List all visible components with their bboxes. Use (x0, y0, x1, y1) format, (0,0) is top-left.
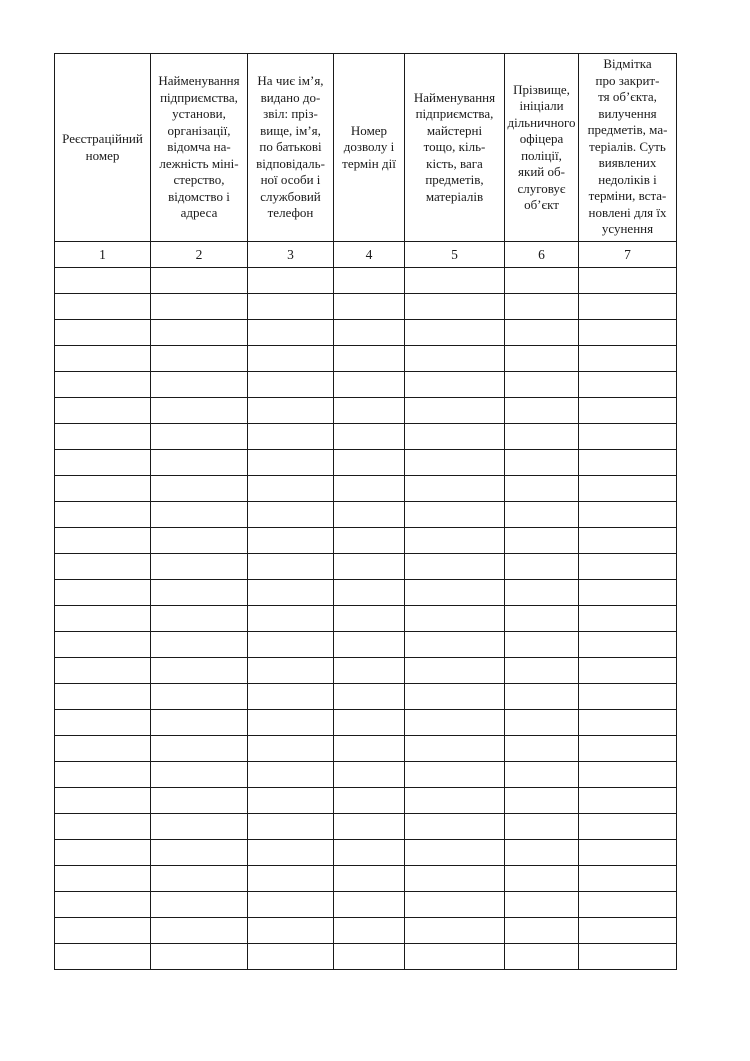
table-cell[interactable] (334, 346, 405, 372)
table-cell[interactable] (405, 346, 505, 372)
table-cell[interactable] (579, 762, 677, 788)
table-cell[interactable] (151, 580, 248, 606)
table-row (55, 268, 677, 294)
table-cell[interactable] (334, 944, 405, 970)
table-cell[interactable] (248, 736, 334, 762)
table-cell[interactable] (248, 502, 334, 528)
header-row (55, 54, 677, 242)
table-cell[interactable] (55, 736, 151, 762)
table-cell[interactable] (334, 658, 405, 684)
table-row (55, 866, 677, 892)
column-number: 3 (248, 242, 334, 268)
table-cell[interactable] (334, 866, 405, 892)
table-cell[interactable] (579, 372, 677, 398)
table-cell[interactable] (334, 476, 405, 502)
table-cell[interactable] (151, 918, 248, 944)
table-cell[interactable] (405, 502, 505, 528)
column-header-registration-number: Реєстраційний номер (55, 54, 151, 242)
table-cell[interactable] (505, 658, 579, 684)
table-cell[interactable] (505, 632, 579, 658)
table-cell[interactable] (248, 398, 334, 424)
table-cell[interactable] (405, 424, 505, 450)
table-cell[interactable] (505, 814, 579, 840)
register-table (54, 53, 677, 970)
table-cell[interactable] (55, 268, 151, 294)
table-row (55, 476, 677, 502)
table-cell[interactable] (579, 398, 677, 424)
table-cell[interactable] (248, 814, 334, 840)
table-cell[interactable] (248, 268, 334, 294)
table-row (55, 450, 677, 476)
table-cell[interactable] (248, 658, 334, 684)
table-row (55, 528, 677, 554)
table-cell[interactable] (405, 268, 505, 294)
table-cell[interactable] (505, 320, 579, 346)
table-cell[interactable] (334, 736, 405, 762)
table-cell[interactable] (405, 684, 505, 710)
table-row (55, 554, 677, 580)
table-cell[interactable] (405, 762, 505, 788)
table-cell[interactable] (334, 294, 405, 320)
table-row (55, 710, 677, 736)
table-row (55, 632, 677, 658)
table-cell[interactable] (579, 840, 677, 866)
table-cell[interactable] (505, 528, 579, 554)
table-cell[interactable] (334, 840, 405, 866)
table-cell[interactable] (248, 424, 334, 450)
table-cell[interactable] (55, 424, 151, 450)
table-cell[interactable] (55, 606, 151, 632)
table-cell[interactable] (151, 944, 248, 970)
table-cell[interactable] (151, 606, 248, 632)
column-header-permit-holder: На чиє ім’я, видано до- звіл: пріз- вище, ім’я, по батькові відповідаль- ної особи і службовий телефон (248, 54, 334, 242)
table-cell[interactable] (579, 554, 677, 580)
table-cell[interactable] (248, 684, 334, 710)
table-cell[interactable] (505, 684, 579, 710)
table-cell[interactable] (248, 554, 334, 580)
table-cell[interactable] (334, 424, 405, 450)
table-cell[interactable] (334, 268, 405, 294)
table-cell[interactable] (151, 424, 248, 450)
table-cell[interactable] (334, 892, 405, 918)
column-number: 7 (579, 242, 677, 268)
table-cell[interactable] (579, 944, 677, 970)
table-cell[interactable] (505, 450, 579, 476)
table-cell[interactable] (334, 580, 405, 606)
table-cell[interactable] (405, 918, 505, 944)
table-cell[interactable] (505, 736, 579, 762)
table-cell[interactable] (151, 710, 248, 736)
table-cell[interactable] (405, 580, 505, 606)
table-cell[interactable] (55, 658, 151, 684)
table-row (55, 320, 677, 346)
table-cell[interactable] (505, 372, 579, 398)
table-cell[interactable] (579, 346, 677, 372)
table-cell[interactable] (505, 476, 579, 502)
column-header-enterprise-name: Найменування підприємства, установи, організації, відомча на- лежність міні- стерство, відомство і адреса (151, 54, 248, 242)
table-cell[interactable] (405, 736, 505, 762)
table-cell[interactable] (334, 710, 405, 736)
table-cell[interactable] (405, 866, 505, 892)
table-cell[interactable] (55, 528, 151, 554)
table-cell[interactable] (151, 814, 248, 840)
table-cell[interactable] (405, 944, 505, 970)
table-cell[interactable] (55, 892, 151, 918)
table-cell[interactable] (151, 736, 248, 762)
table-cell[interactable] (579, 424, 677, 450)
table-cell[interactable] (579, 684, 677, 710)
table-row (55, 346, 677, 372)
table-cell[interactable] (151, 866, 248, 892)
table-cell[interactable] (151, 398, 248, 424)
table-cell[interactable] (151, 294, 248, 320)
table-cell[interactable] (505, 944, 579, 970)
table-cell[interactable] (579, 320, 677, 346)
table-cell[interactable] (151, 762, 248, 788)
table-cell[interactable] (334, 372, 405, 398)
table-cell[interactable] (248, 762, 334, 788)
table-cell[interactable] (505, 918, 579, 944)
table-cell[interactable] (334, 918, 405, 944)
table-cell[interactable] (55, 866, 151, 892)
table-cell[interactable] (405, 476, 505, 502)
table-cell[interactable] (505, 502, 579, 528)
table-cell[interactable] (405, 840, 505, 866)
table-cell[interactable] (579, 892, 677, 918)
table-cell[interactable] (405, 450, 505, 476)
table-row (55, 944, 677, 970)
table-cell[interactable] (334, 450, 405, 476)
table-cell[interactable] (55, 320, 151, 346)
table-cell[interactable] (55, 450, 151, 476)
table-cell[interactable] (248, 944, 334, 970)
table-cell[interactable] (505, 866, 579, 892)
table-cell[interactable] (405, 398, 505, 424)
table-cell[interactable] (55, 476, 151, 502)
table-cell[interactable] (55, 398, 151, 424)
column-number: 6 (505, 242, 579, 268)
table-row (55, 814, 677, 840)
table-cell[interactable] (505, 762, 579, 788)
table-cell[interactable] (405, 710, 505, 736)
table-row (55, 606, 677, 632)
table-cell[interactable] (151, 502, 248, 528)
table-row (55, 580, 677, 606)
table-cell[interactable] (151, 346, 248, 372)
table-cell[interactable] (55, 294, 151, 320)
table-cell[interactable] (55, 710, 151, 736)
table-cell[interactable] (248, 528, 334, 554)
table-cell[interactable] (405, 658, 505, 684)
table-cell[interactable] (248, 372, 334, 398)
table-cell[interactable] (579, 814, 677, 840)
table-row (55, 658, 677, 684)
table-cell[interactable] (55, 632, 151, 658)
table-cell[interactable] (579, 580, 677, 606)
table-cell[interactable] (405, 294, 505, 320)
table-cell[interactable] (579, 528, 677, 554)
table-cell[interactable] (579, 918, 677, 944)
table-cell[interactable] (579, 450, 677, 476)
table-cell[interactable] (334, 684, 405, 710)
table-cell[interactable] (151, 268, 248, 294)
column-number: 2 (151, 242, 248, 268)
table-cell[interactable] (505, 580, 579, 606)
table-cell[interactable] (248, 710, 334, 736)
table-cell[interactable] (334, 606, 405, 632)
table-cell[interactable] (55, 346, 151, 372)
table-cell[interactable] (505, 398, 579, 424)
table-cell[interactable] (55, 918, 151, 944)
table-cell[interactable] (151, 788, 248, 814)
table-cell[interactable] (248, 580, 334, 606)
table-cell[interactable] (248, 892, 334, 918)
table-cell[interactable] (151, 840, 248, 866)
table-cell[interactable] (505, 424, 579, 450)
table-cell[interactable] (55, 788, 151, 814)
table-cell[interactable] (405, 632, 505, 658)
table-cell[interactable] (579, 476, 677, 502)
table-cell[interactable] (579, 606, 677, 632)
table-row (55, 684, 677, 710)
table-cell[interactable] (55, 762, 151, 788)
table-cell[interactable] (334, 762, 405, 788)
column-number-row (55, 242, 677, 268)
table-cell[interactable] (151, 528, 248, 554)
table-row (55, 502, 677, 528)
table-cell[interactable] (55, 684, 151, 710)
table-cell[interactable] (55, 580, 151, 606)
table-cell[interactable] (248, 346, 334, 372)
table-row (55, 294, 677, 320)
table-cell[interactable] (579, 268, 677, 294)
table-cell[interactable] (334, 554, 405, 580)
table-cell[interactable] (505, 710, 579, 736)
table-cell[interactable] (405, 788, 505, 814)
table-row (55, 424, 677, 450)
table-cell[interactable] (405, 320, 505, 346)
table-cell[interactable] (579, 294, 677, 320)
table-cell[interactable] (248, 294, 334, 320)
table-cell[interactable] (405, 528, 505, 554)
table-cell[interactable] (579, 658, 677, 684)
table-cell[interactable] (248, 476, 334, 502)
table-cell[interactable] (55, 944, 151, 970)
table-cell[interactable] (334, 502, 405, 528)
column-header-workshop-items: Найменування підприємства, майстерні тощо, кіль- кість, вага предметів, матеріалів (405, 54, 505, 242)
table-cell[interactable] (248, 632, 334, 658)
table-cell[interactable] (579, 632, 677, 658)
table-cell[interactable] (405, 606, 505, 632)
column-header-permit-number: Номер дозволу і термін дії (334, 54, 405, 242)
table-cell[interactable] (405, 554, 505, 580)
table-cell[interactable] (505, 554, 579, 580)
table-cell[interactable] (334, 398, 405, 424)
table-cell[interactable] (151, 684, 248, 710)
table-cell[interactable] (334, 788, 405, 814)
table-cell[interactable] (505, 606, 579, 632)
table-row (55, 736, 677, 762)
table-cell[interactable] (405, 814, 505, 840)
table-cell[interactable] (151, 476, 248, 502)
table-row (55, 918, 677, 944)
table-cell[interactable] (248, 606, 334, 632)
table-cell[interactable] (505, 892, 579, 918)
table-cell[interactable] (505, 294, 579, 320)
table-cell[interactable] (248, 788, 334, 814)
table-cell[interactable] (55, 502, 151, 528)
table-cell[interactable] (151, 554, 248, 580)
table-cell[interactable] (151, 658, 248, 684)
column-number: 4 (334, 242, 405, 268)
column-header-police-officer: Прізвище, ініціали дільничного офіцера поліції, який об- слуговує об’єкт (505, 54, 579, 242)
table-cell[interactable] (248, 450, 334, 476)
table-cell[interactable] (579, 736, 677, 762)
table-cell[interactable] (579, 502, 677, 528)
table-cell[interactable] (55, 372, 151, 398)
table-cell[interactable] (505, 788, 579, 814)
column-number: 5 (405, 242, 505, 268)
table-cell[interactable] (334, 632, 405, 658)
table-cell[interactable] (334, 528, 405, 554)
table-row (55, 788, 677, 814)
table-cell[interactable] (151, 372, 248, 398)
table-cell[interactable] (505, 840, 579, 866)
table-cell[interactable] (248, 320, 334, 346)
table-row (55, 372, 677, 398)
table-cell[interactable] (405, 372, 505, 398)
table-row (55, 398, 677, 424)
table-cell[interactable] (248, 840, 334, 866)
table-cell[interactable] (334, 814, 405, 840)
table-cell[interactable] (151, 320, 248, 346)
table-cell[interactable] (579, 710, 677, 736)
column-number: 1 (55, 242, 151, 268)
table-row (55, 892, 677, 918)
table-cell[interactable] (151, 632, 248, 658)
table-row (55, 840, 677, 866)
table-cell[interactable] (505, 346, 579, 372)
table-cell[interactable] (55, 814, 151, 840)
table-cell[interactable] (55, 840, 151, 866)
table-cell[interactable] (579, 866, 677, 892)
table-cell[interactable] (248, 918, 334, 944)
table-cell[interactable] (55, 554, 151, 580)
table-cell[interactable] (405, 892, 505, 918)
table-cell[interactable] (151, 450, 248, 476)
table-row (55, 762, 677, 788)
table-cell[interactable] (579, 788, 677, 814)
column-header-closure-note: Відмітка про закрит- тя об’єкта, вилучення предметів, ма- теріалів. Суть виявлених недоліків і терміни, вста- новлені для їх усунення (579, 54, 677, 242)
register-body (55, 268, 677, 970)
table-cell[interactable] (334, 320, 405, 346)
table-cell[interactable] (248, 866, 334, 892)
table-cell[interactable] (505, 268, 579, 294)
table-cell[interactable] (151, 892, 248, 918)
